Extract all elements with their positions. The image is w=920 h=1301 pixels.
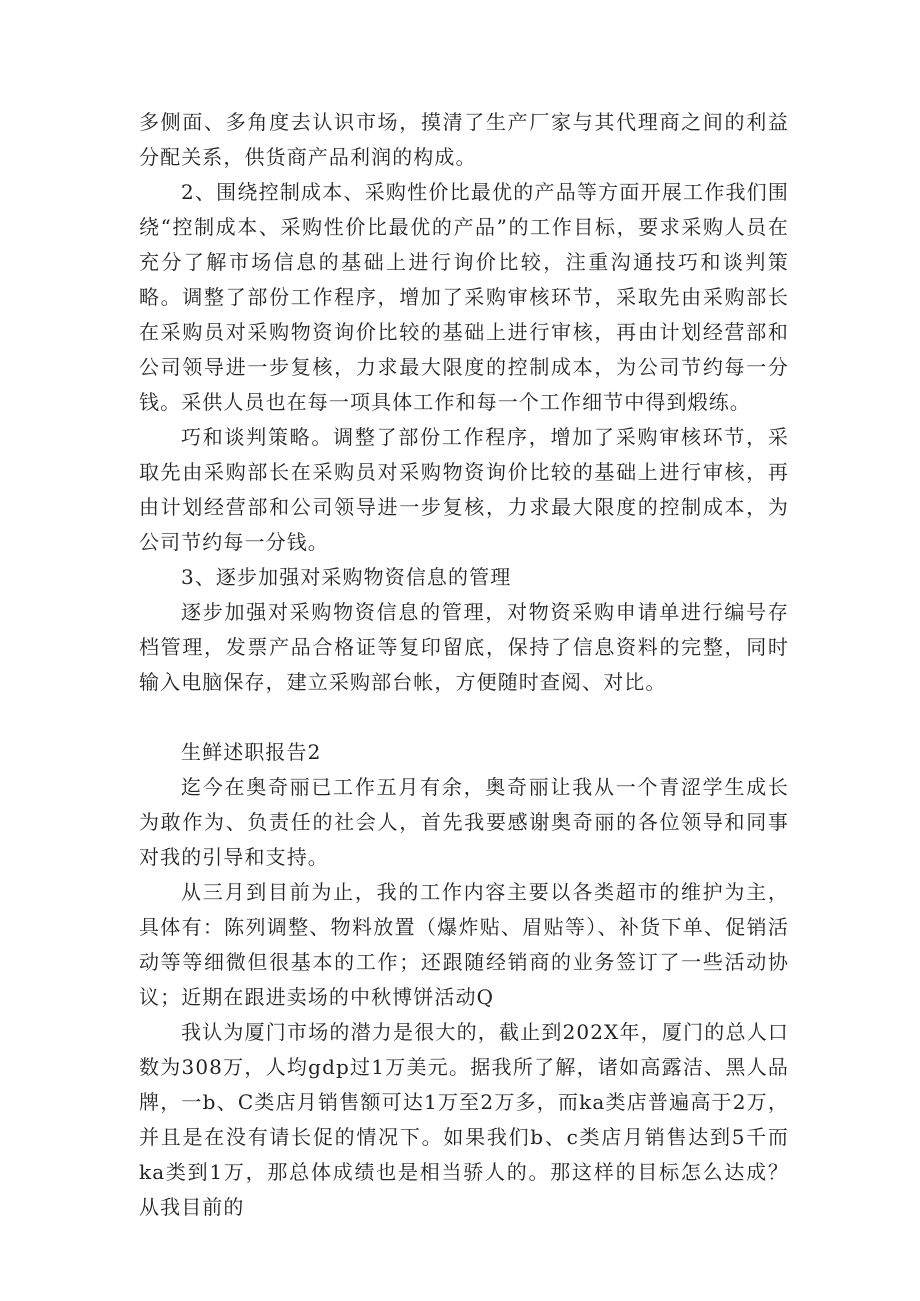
paragraph-market-potential: 我认为厦门市场的潜力是很大的，截止到202X年，厦门的总人口数为308万，人均gdp过1万美元。据我所了解，诸如高露洁、黑人品牌，一b、C类店月销售额可达1万至2万多，而ka类店普遍高于2万，并且是在没有请长促的情况下。如果我们b、c类店月销售达到5千而ka类到1万，那总体成绩也是相当骄人的。那这样的目标怎么达成？从我目前的: [139, 1020, 789, 1219]
paragraph-negotiation-strategy: 巧和谈判策略。调整了部份工作程序，增加了采购审核环节，采取先由采购部长在采购员对采购物资询价比较的基础上进行审核，再由计划经营部和公司领导进一步复核，力求最大限度的控制成本，为公司节约每一分钱。: [139, 425, 789, 554]
paragraph-work-content: 从三月到目前为止，我的工作内容主要以各类超市的维护为主，具体有：陈列调整、物料放置（爆炸贴、眉贴等）、补货下单、促销活动等等细微但很基本的工作；还跟随经销商的业务签订了一些活动协议；近期在跟进卖场的中秋博饼活动Q: [139, 880, 789, 1009]
paragraph-cost-control: 2、围绕控制成本、采购性价比最优的产品等方面开展工作我们围绕“控制成本、采购性价比最优的产品”的工作目标，要求采购人员在充分了解市场信息的基础上进行询价比较，注重沟通技巧和谈判策略。调整了部份工作程序，增加了采购审核环节，采取先由采购部长在采购员对采购物资询价比较的基础上进行审核，再由计划经营部和公司领导进一步复核，力求最大限度的控制成本，为公司节约每一分钱。采供人员也在每一项具体工作和每一个工作细节中得到煅练。: [139, 180, 789, 414]
report-title: 生鲜述职报告2: [181, 740, 322, 764]
paragraph-market-relations: 多侧面、多角度去认识市场，摸清了生产厂家与其代理商之间的利益分配关系，供货商产品利润的构成。: [139, 110, 789, 169]
paragraph-info-management: 逐步加强对采购物资信息的管理，对物资采购申请单进行编号存档管理，发票产品合格证等复印留底，保持了信息资料的完整，同时输入电脑保存，建立采购部台帐，方便随时查阅、对比。: [139, 600, 789, 694]
paragraph-introduction: 迄今在奥奇丽已工作五月有余，奥奇丽让我从一个青涩学生成长为敢作为、负责任的社会人，首先我要感谢奥奇丽的各位领导和同事对我的引导和支持。: [139, 775, 789, 869]
document-body: [139, 105, 789, 1225]
section-heading-info-management: 3、逐步加强对采购物资信息的管理: [181, 565, 512, 589]
